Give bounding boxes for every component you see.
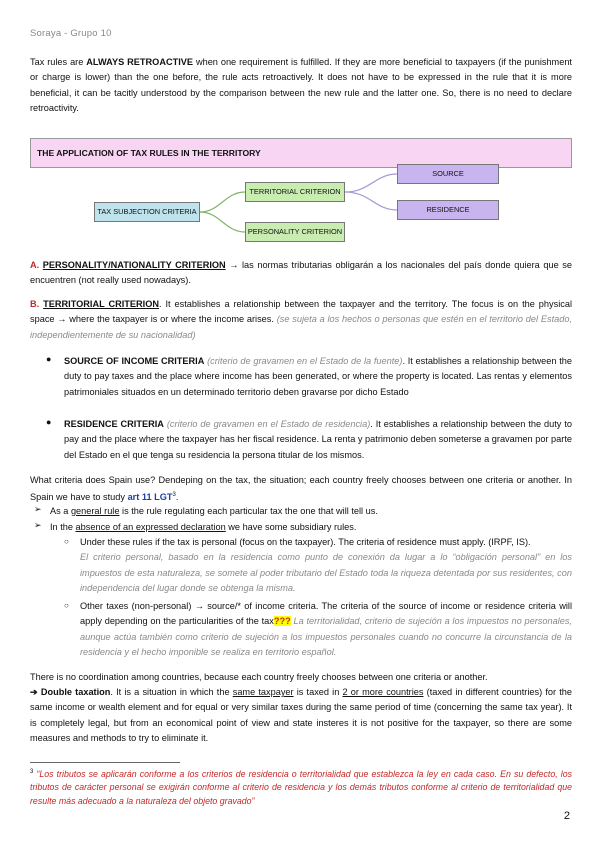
section-b-text: . It establishes a relationship between the taxpayer and the territory. The focus is on the physical space → where the taxpayer is or where the income arises.: [30, 299, 572, 325]
connector-root-territorial: [200, 192, 245, 212]
sub-item-non-personal: [80, 599, 572, 660]
double-taxation-title: Double taxation: [40, 687, 111, 697]
section-a-paragraph: [30, 258, 572, 289]
arrow-text: we have some subsidiary rules.: [225, 522, 357, 532]
double-underlined: same taxpayer: [232, 687, 294, 697]
section-a-text: → las normas tributarias obligarán a los nacionales del país donde quiera que se encuentren (not really used nowadays).: [30, 260, 572, 286]
bullet-residence: [64, 417, 572, 463]
diagram-connectors: [0, 0, 600, 260]
double-text: (taxed in different countries) for the same income or wealth element and for equal or very similar taxes during the same period of time (concerning the same tax year). It is completely legal, but from an economical point of view and state insteres it is not positive for the taxpayer, so there are some measures and methods to try to eliminate it.: [30, 687, 572, 743]
sub-gray: El criterio personal, basado en la residencia como punto de conexión da lugar a lo “obligación personal” en los impuestos de esta naturaleza, se somete al poder tributario del Estado toda la riqueza detentada por sus residentes, con independencia del lugar donde se obtenga la misma.: [80, 552, 572, 593]
footnote-ref[interactable]: 3: [172, 492, 176, 499]
coordination-paragraph: There is no coordination among countries, because each country freely chooses between one criteria or another.: [30, 672, 488, 682]
section-b-title: TERRITORIAL CRITERION: [43, 299, 160, 309]
bullet-dot-icon: ●: [46, 417, 52, 427]
bullet-residence-title: RESIDENCE CRITERIA: [64, 419, 164, 429]
section-a-title: PERSONALITY/NATIONALITY CRITERION: [42, 260, 226, 270]
diagram-residence-box: RESIDENCE: [397, 200, 499, 220]
arrow-item-subsidiary: [50, 520, 572, 535]
connector-root-personality: [200, 212, 245, 232]
footnote-number: 3: [30, 769, 34, 775]
intro-text-a: Tax rules are: [30, 57, 87, 67]
circle-bullet-icon: ○: [64, 601, 69, 610]
bullet-residence-text: . It establishes a relationship between the duty to pay and the place where the taxpayer has her fiscal residence. La renta y patrimonio deben someterse a gravamen por parte del Estado en el que tenga su residencia la persona titular de los mismos.: [64, 419, 572, 460]
arrow-text: As a: [50, 506, 71, 516]
section-b-prefix: B.: [30, 299, 44, 309]
bullet-source-title: SOURCE OF INCOME CRITERIA: [64, 356, 205, 366]
diagram-personality-box: PERSONALITY CRITERION: [245, 222, 345, 242]
sub-text: Under these rules if the tax is personal (focus on the taxpayer). The criteria of residence must apply. (IRPF, IS).: [80, 537, 531, 547]
intro-emphasis: ALWAYS RETROACTIVE: [86, 57, 194, 67]
double-taxation-paragraph: [30, 685, 572, 746]
sub-item-personal: [80, 535, 572, 596]
footnote-divider: [30, 762, 180, 763]
section-b-gray: (se sujeta a los hechos o personas que estén en el territorio del Estado, independientemente de su nacionalidad): [30, 314, 573, 340]
bullet-source: [64, 354, 572, 400]
page-header: Soraya - Grupo 10: [30, 28, 112, 39]
page-number: 2: [563, 810, 570, 822]
sub-gray: La territorialidad, criterio de sujeción a los impuestos no personales, aunque actúa también como criterio de sujeción a los impuestos personales cuando no concurre la circunstancia de la residencia y el hecho imponible se realiza en territorio español.: [80, 616, 572, 657]
intro-text-c: when one requirement is fulfilled. If they are more beneficial to taxpayers (if the punishment or charge is lower) than the one before, the rule acts retroactively. It does not have to be expressed in the rule that it is more beneficial, it can be tacitly understood by the comparison between the new rule and the latter one. So, there is no need to declare retroactivity.: [30, 57, 572, 113]
diagram-territorial-box: TERRITORIAL CRITERION: [245, 182, 345, 202]
arrow-bullet-icon: ➢: [34, 520, 42, 530]
bullet-source-text: . It establishes a relationship between the duty to pay taxes and the place where income has been generated, or where the property is located. Las rentas y elementos patrimoniales situados en un determinado territorio deben gravarse por dicho Estado: [64, 356, 573, 397]
section-a-prefix: A.: [30, 260, 43, 270]
arrow-text: In the: [50, 522, 76, 532]
circle-bullet-icon: ○: [64, 537, 69, 546]
double-text: . It is a situation in which the: [110, 687, 233, 697]
highlight-question: ???: [273, 616, 291, 627]
connector-territorial-source: [345, 174, 397, 192]
arrow-underlined: general rule: [70, 506, 120, 516]
spain-end: .: [175, 492, 179, 503]
bullet-residence-gray: (criterio de gravamen en el Estado de residencia): [163, 419, 371, 429]
sub-text: Other taxes (non-personal) → source/* of income criteria. The criteria of the source of income or residence criteria will apply depending on the particularities of the tax: [80, 601, 572, 627]
spain-paragraph: [30, 473, 572, 506]
double-text: is taxed in: [293, 687, 343, 697]
diagram-root-box: TAX SUBJECTION CRITERIA: [94, 202, 200, 222]
bullet-source-gray: (criterio de gravamen en el Estado de la fuente): [204, 356, 403, 366]
diagram-source-box: SOURCE: [397, 164, 499, 184]
section-b-paragraph: [30, 297, 572, 343]
bullet-dot-icon: ●: [46, 354, 52, 364]
arrow-icon: ➔: [30, 687, 38, 697]
arrow-bullet-icon: ➢: [34, 504, 42, 514]
spain-text: What criteria does Spain use? Dendeping on the tax, the situation; each country freely chooses between one criteria or another. In Spain we have to study: [30, 475, 572, 503]
double-underlined: 2 or more countries: [342, 687, 424, 697]
section-banner: THE APPLICATION OF TAX RULES IN THE TERRITORY: [30, 138, 572, 168]
arrow-underlined: absence of an expressed declaration: [75, 522, 226, 532]
connector-territorial-residence: [345, 192, 397, 210]
footnote: [30, 766, 572, 808]
arrow-item-general-rule: [50, 504, 572, 519]
arrow-text: is the rule regulating each particular tax the one that will tell us.: [119, 506, 378, 516]
spain-article-link[interactable]: art 11 LGT: [127, 492, 173, 503]
footnote-text: “Los tributos se aplicarán conforme a los criterios de residencia o territorialidad que establezca la ley en cada caso. En su defecto, los tributos de carácter personal se exigirán conforme al criterio de residencia y los demás tributos conforme al criterio de territorialidad que resulte más adecuado a la naturaleza del objeto gravado”: [30, 768, 572, 806]
